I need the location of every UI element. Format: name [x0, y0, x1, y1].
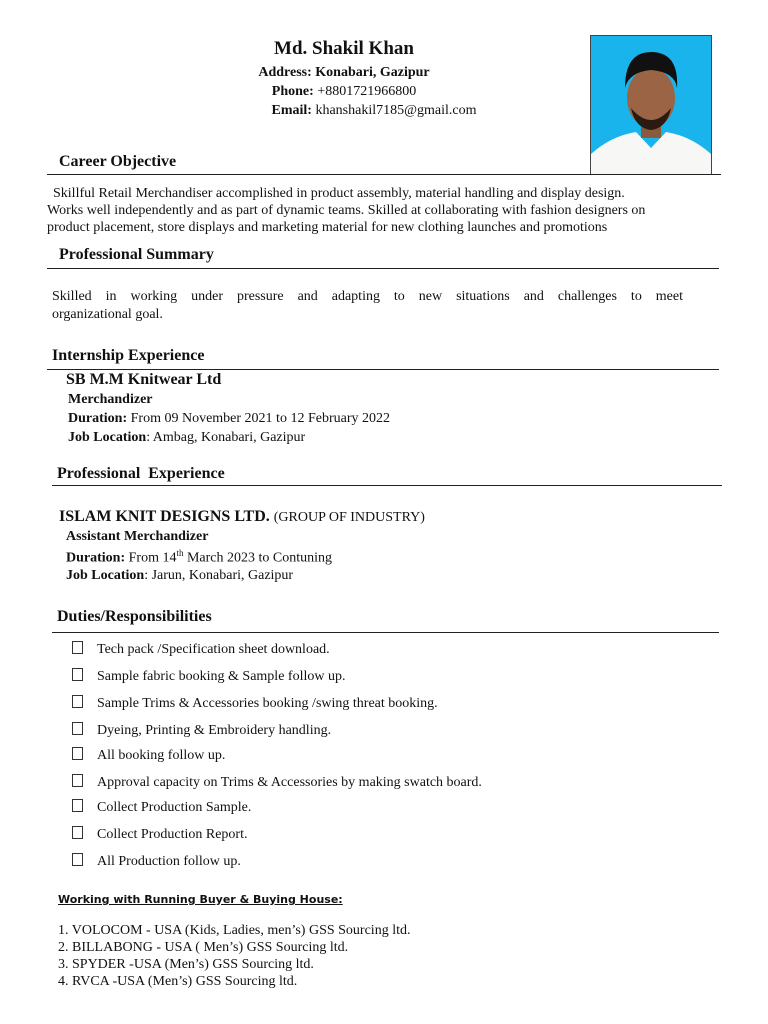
internship-duration [68, 411, 390, 427]
career-objective-line-2: Works well independently and as part of dynamic teams. Skilled at collaborating with fashion designers on [47, 203, 646, 218]
experience-company-note: (GROUP OF INDUSTRY) [273, 510, 425, 525]
internship-role: Merchandizer [68, 392, 153, 407]
duty-item: Approval capacity on Trims & Accessories by making swatch board. [72, 774, 482, 791]
portrait-image [591, 36, 711, 174]
bullet-icon [72, 695, 83, 708]
phone-line [0, 84, 688, 100]
bullet-icon [72, 641, 83, 654]
experience-role: Assistant Merchandizer [66, 529, 209, 544]
bullet-icon [72, 668, 83, 681]
duty-item: Dyeing, Printing & Embroidery handling. [72, 722, 331, 739]
professional-summary-title: Professional Summary [59, 246, 214, 263]
internship-company: SB M.M Knitwear Ltd [66, 371, 222, 388]
professional-summary-divider [47, 268, 719, 269]
bullet-icon [72, 799, 83, 812]
duty-item: All Production follow up. [72, 853, 241, 870]
duty-item: Sample Trims & Accessories booking /swing threat booking. [72, 695, 438, 712]
experience-company-line [59, 508, 425, 526]
internship-location-label: Job Location [68, 430, 147, 445]
internship-divider [47, 369, 719, 370]
bullet-icon [72, 722, 83, 735]
internship-location [68, 430, 305, 446]
phone-value: +8801721966800 [317, 84, 417, 99]
duty-item: Sample fabric booking & Sample follow up. [72, 668, 345, 685]
phone-label: Phone: [271, 84, 314, 99]
address-line [0, 65, 688, 81]
buyer-item: 2. BILLABONG - USA ( Men’s) GSS Sourcing ltd. [58, 940, 349, 955]
duty-item: Collect Production Sample. [72, 799, 251, 816]
duties-divider [52, 632, 719, 633]
bullet-icon [72, 774, 83, 787]
professional-summary-line-2: organizational goal. [52, 307, 163, 322]
internship-duration-value: From 09 November 2021 to 12 February 2022 [130, 411, 390, 426]
experience-duration [66, 548, 332, 567]
experience-duration-label: Duration: [66, 550, 126, 566]
experience-duration-pre: From 14 [128, 550, 177, 566]
professional-summary-line-1: Skilled in working under pressure and adapting to new situations and challenges to meet [52, 289, 683, 304]
buyers-title: Working with Running Buyer & Buying House: [58, 893, 343, 906]
career-objective-line-3: product placement, store displays and marketing material for new clothing launches and promotions [47, 220, 608, 235]
internship-title: Internship Experience [52, 347, 205, 364]
career-objective-divider [47, 174, 721, 175]
experience-duration-sup: th [176, 548, 184, 558]
address-value: Konabari, Gazipur [315, 65, 430, 80]
bullet-icon [72, 853, 83, 866]
internship-location-value: : Ambag, Konabari, Gazipur [146, 430, 306, 445]
duty-item: All booking follow up. [72, 747, 225, 764]
bullet-icon [72, 826, 83, 839]
address-label: Address: [258, 65, 312, 80]
experience-location-label: Job Location [66, 568, 145, 583]
buyer-item: 1. VOLOCOM - USA (Kids, Ladies, men’s) GSS Sourcing ltd. [58, 923, 411, 938]
buyer-item: 4. RVCA -USA (Men’s) GSS Sourcing ltd. [58, 974, 298, 989]
career-objective-line-1: Skillful Retail Merchandiser accomplished in product assembly, material handling and display design. [53, 186, 625, 201]
duties-title: Duties/Responsibilities [57, 608, 212, 625]
experience-location [66, 568, 293, 584]
experience-location-value: : Jarun, Konabari, Gazipur [144, 568, 294, 583]
experience-company: ISLAM KNIT DESIGNS LTD. [59, 508, 270, 525]
duty-item: Tech pack /Specification sheet download. [72, 641, 330, 658]
career-objective-title: Career Objective [59, 153, 177, 170]
duty-item: Collect Production Report. [72, 826, 247, 843]
email-label: Email: [271, 103, 312, 118]
professional-experience-title: Professional Experience [57, 465, 225, 482]
professional-experience-divider [52, 485, 722, 486]
candidate-name: Md. Shakil Khan [274, 38, 414, 59]
buyer-item: 3. SPYDER -USA (Men’s) GSS Sourcing ltd. [58, 957, 314, 972]
internship-duration-label: Duration: [68, 411, 128, 426]
experience-duration-post: March 2023 to Contuning [186, 550, 333, 566]
bullet-icon [72, 747, 83, 760]
email-value: khanshakil7185@gmail.com [315, 103, 477, 118]
profile-photo [590, 35, 712, 175]
